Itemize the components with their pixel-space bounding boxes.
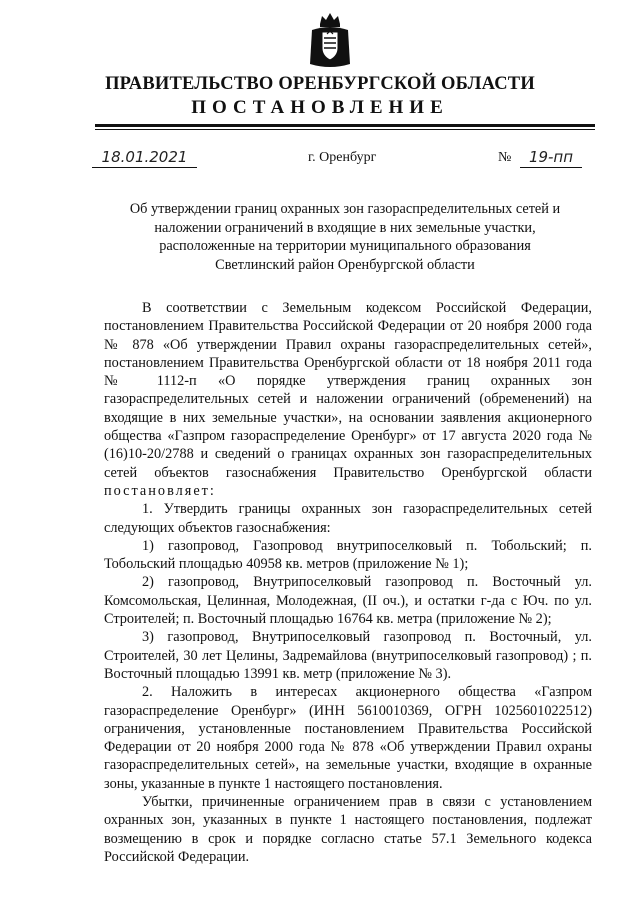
- document-subject: [110, 200, 580, 274]
- number-label: №: [498, 150, 512, 165]
- paragraph-1-item-1: 1) газопровод, Газопровод внутрипоселковый п. Тобольский; п. Тобольский площадью 40958 кв. метров (приложение № 1);: [104, 537, 592, 573]
- coat-of-arms-icon: [300, 10, 360, 70]
- paragraph-1-item-2: 2) газопровод, Внутрипоселковый газопровод п. Восточный ул. Комсомольская, Целинная, Молодежная, (II оч.), и остатки г-да с Юч. по ул. Строителей; п. Восточный площадью 16764 кв. метра (приложение № 2);: [104, 574, 592, 628]
- header-rule-thick: [95, 124, 595, 127]
- header-rule-thin: [95, 129, 595, 130]
- subject-line: расположенные на территории муниципального образования: [159, 238, 531, 255]
- paragraph-1-item-3: 3) газопровод, Внутрипоселковый газопровод п. Восточный, ул. Строителей, 30 лет Целины, Задремайлова (внутрипоселковый газопровод) ; п. Восточный площадью 13991 кв. метр (приложение № 3).: [104, 629, 592, 682]
- document-body: [104, 299, 592, 866]
- paragraph-3: Убытки, причиненные ограничением прав в связи с установлением охранных зон, указанных в пункте 1 настоящего постановления, подлежат возмещению в срок и порядке согласно статье 57.1 Земельного кодекса Российской Федерации.: [104, 794, 592, 865]
- decree-word: постановляет:: [104, 482, 216, 499]
- paragraph-1: 1. Утвердить границы охранных зон газораспределительных сетей следующих объектов газоснабжения:: [104, 501, 592, 536]
- number-field: [520, 148, 582, 170]
- document-type: ПОСТАНОВЛЕНИЕ: [191, 97, 449, 118]
- preamble-paragraph: [104, 299, 592, 500]
- place: г. Оренбург: [308, 150, 377, 165]
- handwritten-number: 19-пп: [528, 148, 574, 166]
- paragraph-2: 2. Наложить в интересах акционерного общества «Газпром газораспределение Оренбург» (ИНН 5610010369, ОГРН 1025601022512) ограничения, установленные постановлением Правительства Российской Федерации от 20 ноября 2000 года № 878 «Об утверждении Правил охраны газораспределительных сетей», на земельные участки, входящие в охранные зоны, указанные в пункте 1 настоящего постановления.: [104, 684, 592, 792]
- subject-line: наложении ограничений в входящие в них земельные участки,: [154, 219, 536, 236]
- preamble-text: В соответствии с Земельным кодексом Российской Федерации, постановлением Правительства Российской Федерации от 20 ноября 2000 года № 878 «Об утверждении Правил охраны газораспределительных сетей», постановлением Правительства Оренбургской области от 18 ноября 2011 года № 1112-п «О порядке утверждения границ охранных зон газораспределительных сетей и наложении ограничений (обременений) на входящие в них земельные участки», на основании заявления акционерного общества «Газпром газораспределение Оренбург» от 17 августа 2020 года № (16)10-20/2788 и сведений о границах охранных зон газораспределительных сетей объектов газоснабжения Правительство Оренбургской области: [104, 300, 592, 481]
- subject-line: Об утверждении границ охранных зон газораспределительных сетей и: [129, 201, 561, 217]
- handwritten-date: 18.01.2021: [101, 148, 188, 166]
- subject-line: Светлинский район Оренбургской области: [215, 256, 475, 273]
- organization-title: ПРАВИТЕЛЬСТВО ОРЕНБУРГСКОЙ ОБЛАСТИ: [105, 74, 535, 94]
- date-field: [92, 148, 197, 170]
